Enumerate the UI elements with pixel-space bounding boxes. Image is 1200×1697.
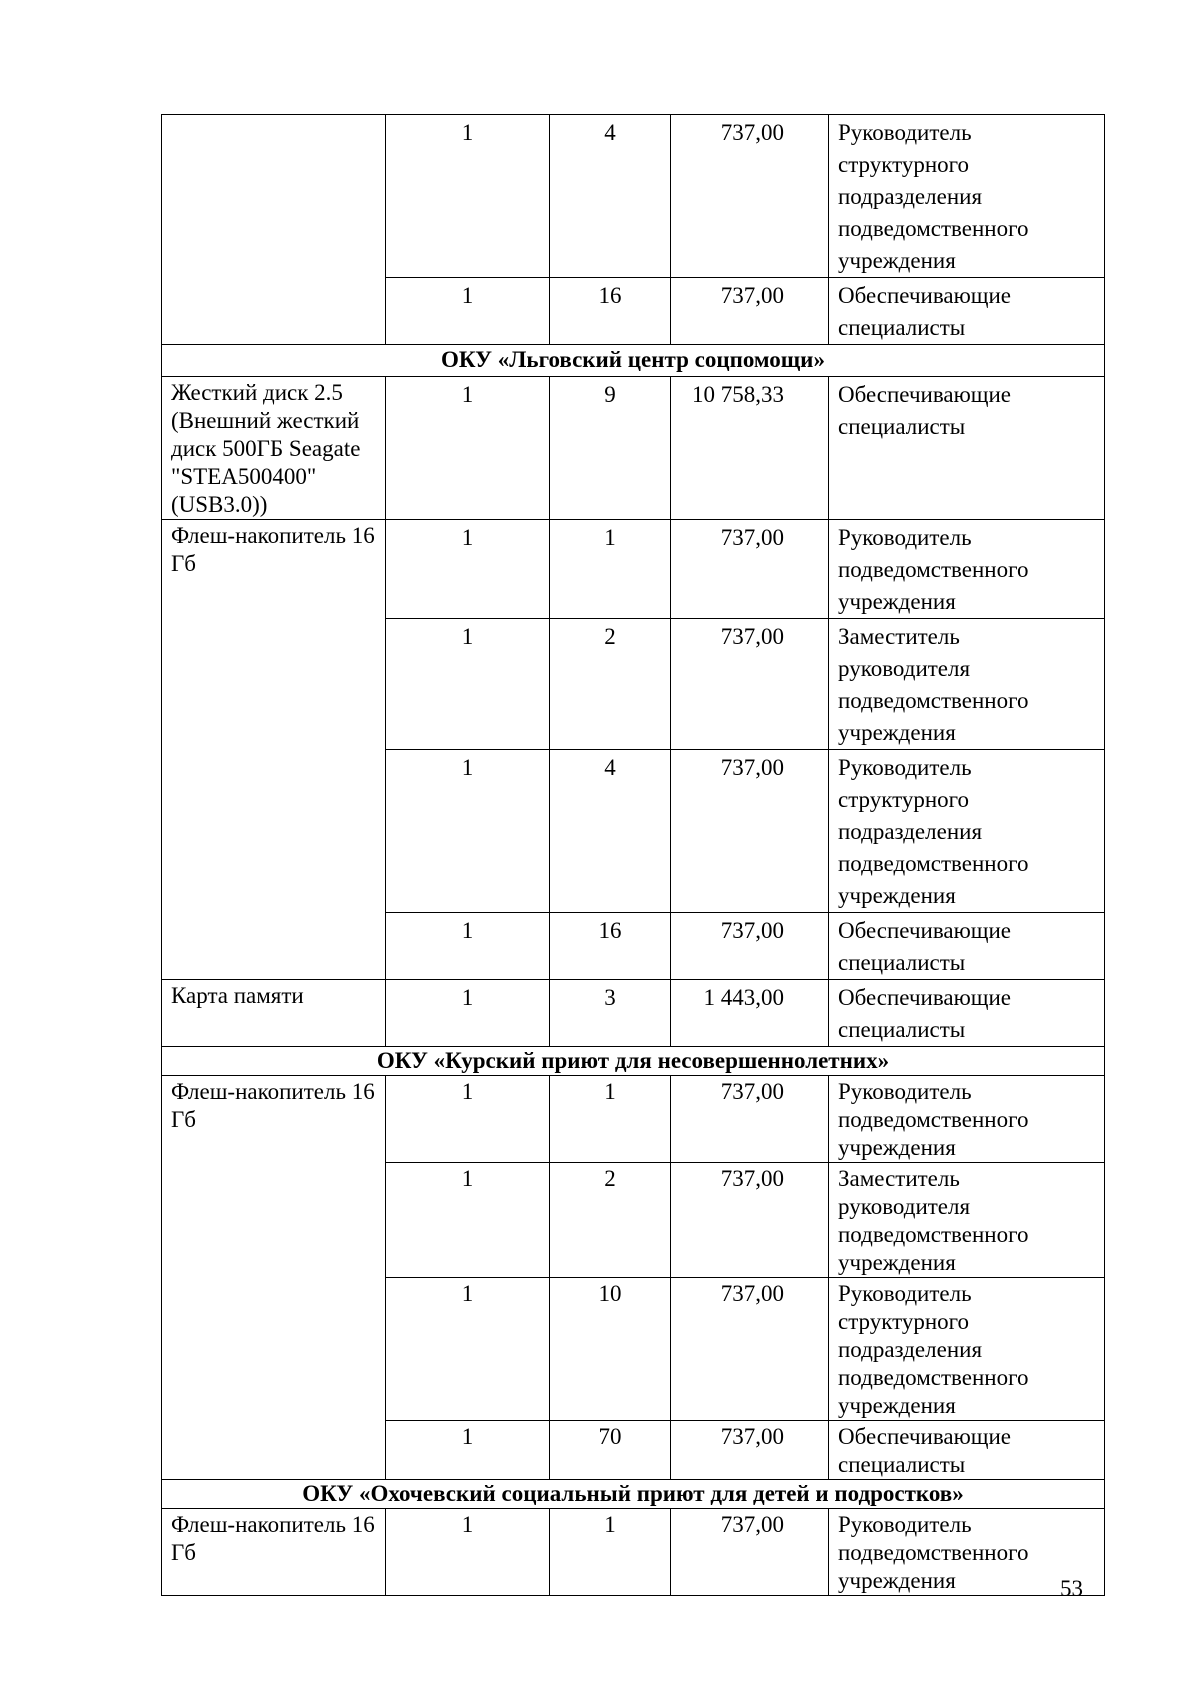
price-cell: 737,00 bbox=[671, 750, 829, 913]
price-cell: 737,00 bbox=[671, 278, 829, 345]
count-cell: 70 bbox=[550, 1421, 671, 1480]
count-cell: 1 bbox=[550, 1076, 671, 1163]
section-title: ОКУ «Льговский центр соцпомощи» bbox=[162, 345, 1105, 377]
category-cell: Руководитель структурного подразделения подведомственного учреждения bbox=[829, 115, 1105, 278]
price-cell: 737,00 bbox=[671, 1278, 829, 1421]
table-row bbox=[162, 115, 1105, 278]
price-cell: 10 758,33 bbox=[671, 377, 829, 520]
count-cell: 3 bbox=[550, 980, 671, 1047]
section-row bbox=[162, 345, 1105, 377]
count-cell: 2 bbox=[550, 619, 671, 750]
qty-cell: 1 bbox=[386, 377, 550, 520]
qty-cell: 1 bbox=[386, 619, 550, 750]
table-row bbox=[162, 520, 1105, 619]
qty-cell: 1 bbox=[386, 278, 550, 345]
item-name-cell: Жесткий диск 2.5 (Внешний жесткий диск 500ГБ Seagate "STEA500400" (USB3.0)) bbox=[162, 377, 386, 520]
category-cell: Руководитель структурного подразделения подведомственного учреждения bbox=[829, 750, 1105, 913]
price-cell: 737,00 bbox=[671, 1421, 829, 1480]
count-cell: 4 bbox=[550, 750, 671, 913]
count-cell: 10 bbox=[550, 1278, 671, 1421]
category-cell: Руководитель структурного подразделения подведомственного учреждения bbox=[829, 1278, 1105, 1421]
table-row bbox=[162, 980, 1105, 1047]
category-cell: Обеспечивающие специалисты bbox=[829, 913, 1105, 980]
item-name-cell: Флеш-накопитель 16 Гб bbox=[162, 1509, 386, 1596]
category-cell: Руководитель подведомственного учреждения bbox=[829, 1509, 1105, 1596]
price-cell: 737,00 bbox=[671, 520, 829, 619]
count-cell: 1 bbox=[550, 1509, 671, 1596]
qty-cell: 1 bbox=[386, 1278, 550, 1421]
qty-cell: 1 bbox=[386, 1163, 550, 1278]
qty-cell: 1 bbox=[386, 115, 550, 278]
qty-cell: 1 bbox=[386, 520, 550, 619]
count-cell: 16 bbox=[550, 913, 671, 980]
count-cell: 4 bbox=[550, 115, 671, 278]
price-cell: 737,00 bbox=[671, 913, 829, 980]
item-name-cell: Флеш-накопитель 16 Гб bbox=[162, 1076, 386, 1480]
item-name-cell: Карта памяти bbox=[162, 980, 386, 1047]
table-row bbox=[162, 1509, 1105, 1596]
count-cell: 16 bbox=[550, 278, 671, 345]
qty-cell: 1 bbox=[386, 913, 550, 980]
table-row bbox=[162, 1076, 1105, 1163]
section-title: ОКУ «Охочевский социальный приют для детей и подростков» bbox=[162, 1480, 1105, 1509]
qty-cell: 1 bbox=[386, 1509, 550, 1596]
price-cell: 737,00 bbox=[671, 1076, 829, 1163]
category-cell: Обеспечивающие специалисты bbox=[829, 1421, 1105, 1480]
category-cell: Руководитель подведомственного учреждения bbox=[829, 520, 1105, 619]
procurement-table bbox=[161, 114, 1105, 1596]
qty-cell: 1 bbox=[386, 1076, 550, 1163]
category-cell: Заместитель руководителя подведомственного учреждения bbox=[829, 619, 1105, 750]
category-cell: Руководитель подведомственного учреждения bbox=[829, 1076, 1105, 1163]
category-cell: Заместитель руководителя подведомственного учреждения bbox=[829, 1163, 1105, 1278]
count-cell: 9 bbox=[550, 377, 671, 520]
category-cell: Обеспечивающие специалисты bbox=[829, 278, 1105, 345]
qty-cell: 1 bbox=[386, 750, 550, 913]
price-cell: 737,00 bbox=[671, 1163, 829, 1278]
section-title: ОКУ «Курский приют для несовершеннолетних» bbox=[162, 1047, 1105, 1076]
qty-cell: 1 bbox=[386, 980, 550, 1047]
count-cell: 2 bbox=[550, 1163, 671, 1278]
page-number: 53 bbox=[1060, 1576, 1083, 1601]
section-row bbox=[162, 1047, 1105, 1076]
item-name-cell: Флеш-накопитель 16 Гб bbox=[162, 520, 386, 980]
price-cell: 737,00 bbox=[671, 1509, 829, 1596]
qty-cell: 1 bbox=[386, 1421, 550, 1480]
price-cell: 1 443,00 bbox=[671, 980, 829, 1047]
item-name-cell bbox=[162, 115, 386, 345]
category-cell: Обеспечивающие специалисты bbox=[829, 377, 1105, 520]
category-cell: Обеспечивающие специалисты bbox=[829, 980, 1105, 1047]
count-cell: 1 bbox=[550, 520, 671, 619]
table-row bbox=[162, 377, 1105, 520]
price-cell: 737,00 bbox=[671, 619, 829, 750]
section-row bbox=[162, 1480, 1105, 1509]
price-cell: 737,00 bbox=[671, 115, 829, 278]
